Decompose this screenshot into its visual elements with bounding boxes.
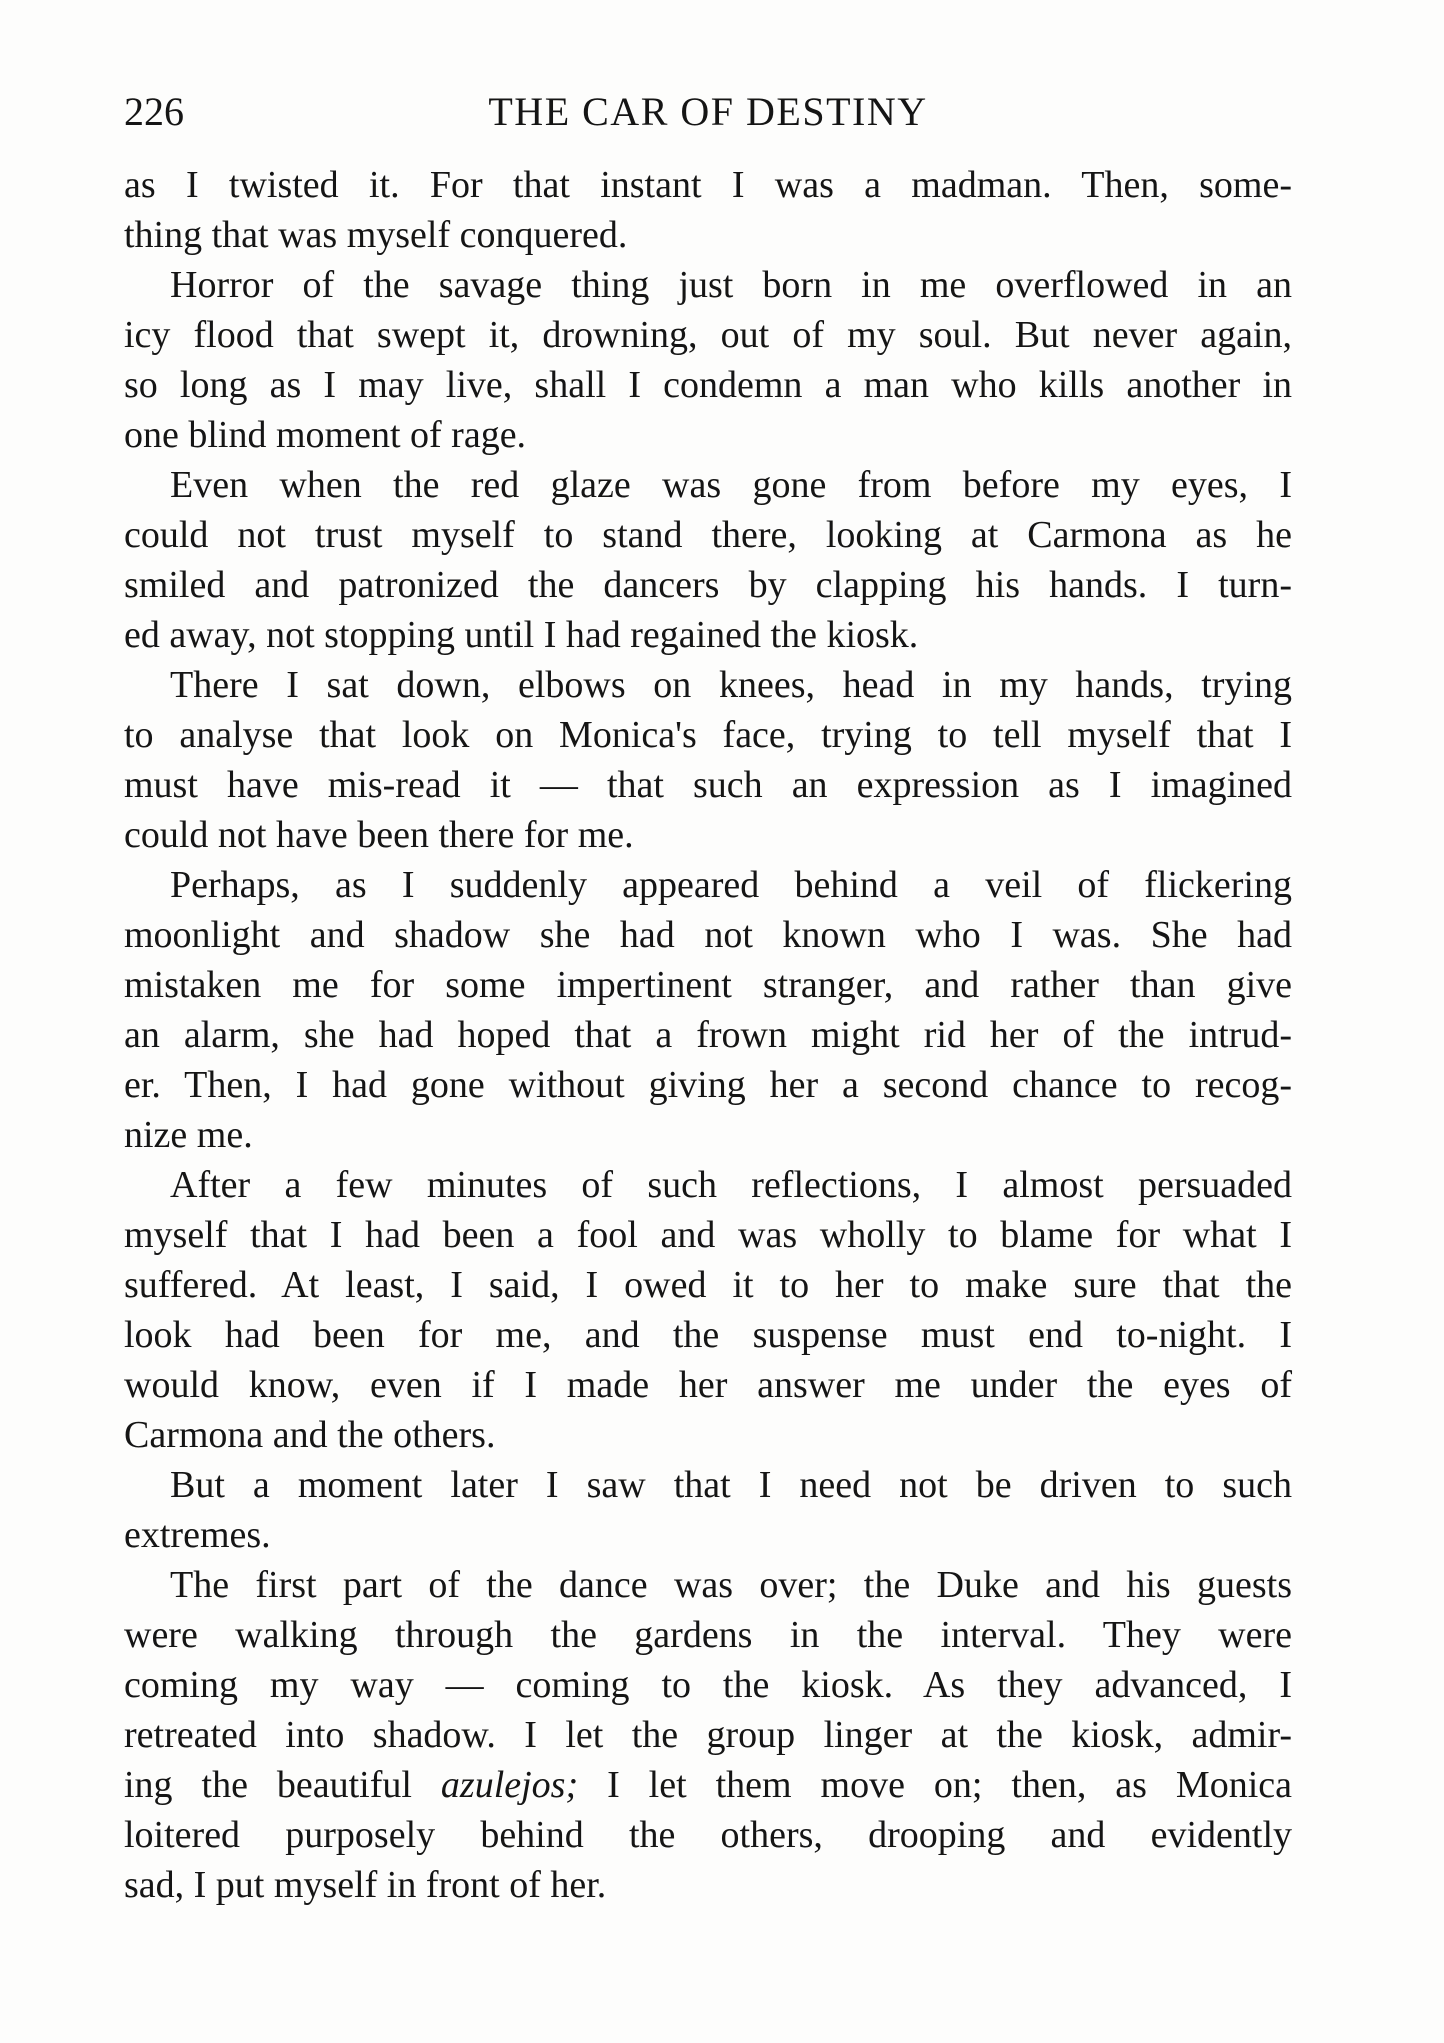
- italic-word: azulejos;: [440, 1764, 579, 1806]
- text-line: nize me.: [124, 1114, 253, 1156]
- text-line: myself that I had been a fool and was wholly to blame for what I: [124, 1214, 1292, 1256]
- paragraph: [124, 860, 1292, 1160]
- paragraph: [124, 260, 1292, 460]
- paragraph: [124, 660, 1292, 860]
- paragraph: [124, 1560, 1292, 1910]
- text-line: icy flood that swept it, drowning, out of my soul. But never again,: [124, 314, 1292, 356]
- text-line: would know, even if I made her answer me under the eyes of: [124, 1364, 1292, 1406]
- paragraph: [124, 1460, 1292, 1560]
- text-line: an alarm, she had hoped that a frown might rid her of the intrud-: [124, 1014, 1292, 1056]
- text-line: There I sat down, elbows on knees, head in my hands, trying: [170, 664, 1292, 706]
- text-line: But a moment later I saw that I need not be driven to such: [170, 1464, 1292, 1506]
- text-line: were walking through the gardens in the interval. They were: [124, 1614, 1292, 1656]
- text-line: loitered purposely behind the others, drooping and evidently: [124, 1814, 1292, 1856]
- text-line: look had been for me, and the suspense must end to-night. I: [124, 1314, 1292, 1356]
- body-text: [124, 160, 1292, 1910]
- text-line: sad, I put myself in front of her.: [124, 1864, 607, 1906]
- text-line: thing that was myself conquered.: [124, 214, 628, 256]
- text-line: mistaken me for some impertinent stranger, and rather than give: [124, 964, 1292, 1006]
- text-line: retreated into shadow. I let the group linger at the kiosk, admir-: [124, 1714, 1292, 1756]
- text-line: Even when the red glaze was gone from before my eyes, I: [170, 464, 1292, 506]
- text-run: ing the beautiful: [124, 1764, 441, 1806]
- paragraph: [124, 160, 1292, 260]
- text-line: smiled and patronized the dancers by clapping his hands. I turn-: [124, 564, 1292, 606]
- text-line: could not trust myself to stand there, looking at Carmona as he: [124, 514, 1292, 556]
- text-line-azulejos: [124, 1760, 1292, 1810]
- running-title: THE CAR OF DESTINY: [488, 89, 928, 134]
- text-line: moonlight and shadow she had not known who I was. She had: [124, 914, 1292, 956]
- text-line: The first part of the dance was over; the Duke and his guests: [170, 1564, 1292, 1606]
- text-line: Horror of the savage thing just born in me overflowed in an: [170, 264, 1292, 306]
- text-line: Perhaps, as I suddenly appeared behind a veil of flickering: [170, 864, 1292, 906]
- text-line: must have mis-read it — that such an expression as I imagined: [124, 764, 1292, 806]
- paragraph: [124, 1160, 1292, 1460]
- running-head: [124, 82, 1292, 142]
- text-line: coming my way — coming to the kiosk. As they advanced, I: [124, 1664, 1292, 1706]
- text-run: I let them move on; then, as Monica: [578, 1764, 1292, 1806]
- text-line: could not have been there for me.: [124, 814, 634, 856]
- text-line: one blind moment of rage.: [124, 414, 527, 456]
- paragraph: [124, 460, 1292, 660]
- page-number: 226: [124, 89, 184, 134]
- text-line: extremes.: [124, 1514, 271, 1556]
- text-line: ed away, not stopping until I had regained the kiosk.: [124, 614, 919, 656]
- text-line: so long as I may live, shall I condemn a man who kills another in: [124, 364, 1292, 406]
- text-line: to analyse that look on Monica's face, trying to tell myself that I: [124, 714, 1292, 756]
- text-line: Carmona and the others.: [124, 1414, 496, 1456]
- text-line: suffered. At least, I said, I owed it to her to make sure that the: [124, 1264, 1292, 1306]
- text-line: as I twisted it. For that instant I was a madman. Then, some-: [124, 164, 1292, 206]
- text-line: er. Then, I had gone without giving her a second chance to recog-: [124, 1064, 1292, 1106]
- text-line: After a few minutes of such reflections, I almost persuaded: [170, 1164, 1292, 1206]
